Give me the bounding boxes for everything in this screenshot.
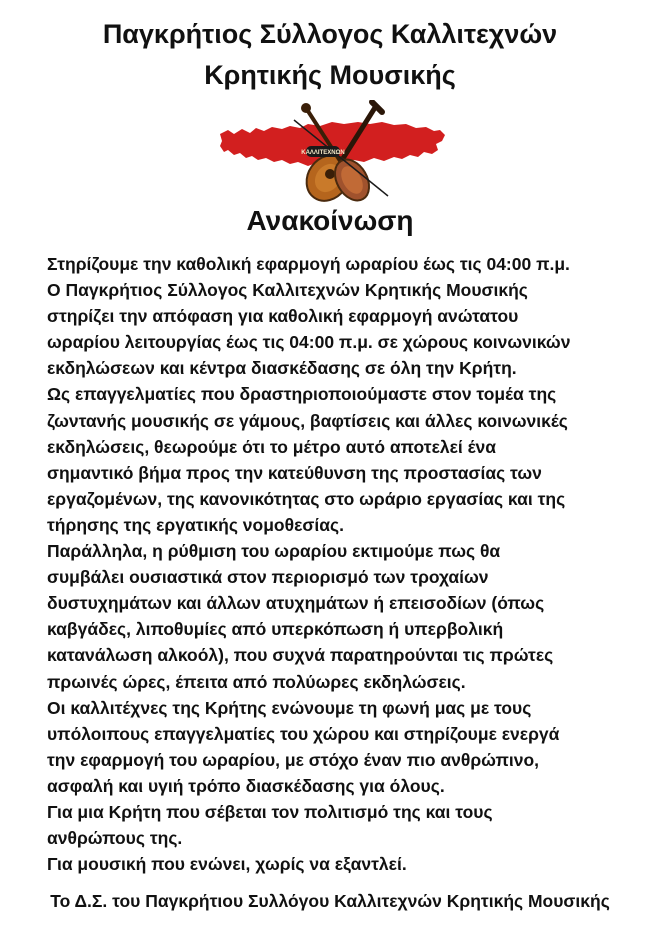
- body-line: Για μια Κρήτη που σέβεται τον πολιτισμό της και τους: [47, 801, 493, 822]
- body-line: Παράλληλα, η ρύθμιση του ωραρίου εκτιμούμε πως θα: [47, 541, 501, 562]
- page-title-line-1: Παγκρήτιος Σύλλογος Καλλιτεχνών: [102, 19, 558, 49]
- body-line: Στηρίζουμε την καθολική εφαρμογή ωραρίου έως τις 04:00 π.μ.: [47, 254, 570, 274]
- body-line: κατανάλωση αλκοόλ), που συχνά παρατηρούνται τις πρώτες: [47, 645, 554, 666]
- body-line: Για μουσική που ενώνει, χωρίς να εξαντλεί.: [47, 854, 407, 875]
- logo-badge: [301, 146, 344, 157]
- body-line: τήρησης της εργατικής νομοθεσίας.: [47, 514, 344, 535]
- body-line: συμβάλει ουσιαστικά στον περιορισμό των τροχαίων: [47, 567, 489, 588]
- body-line: καβγάδες, λιποθυμίες από υπερκόπωση ή υπερβολική: [47, 619, 504, 640]
- signature: Το Δ.Σ. του Παγκρήτιου Συλλόγου Καλλιτεχνών Κρητικής Μουσικής: [50, 891, 610, 911]
- body-line: ασφαλή και υγιή τρόπο διασκέδασης για όλους.: [47, 775, 445, 796]
- body-line: στηρίζει την απόφαση για καθολική εφαρμογή ανώτατου: [47, 306, 519, 327]
- body-line: σημαντικό βήμα προς την κατεύθυνση της προστασίας των: [47, 462, 542, 483]
- body-line: εργαζομένων, της κανονικότητας στο ωράριο εργασίας και της: [47, 488, 566, 509]
- body-line: εκδηλώσεων και κέντρα διασκέδασης σε όλη την Κρήτη.: [47, 358, 517, 379]
- body-line: Ως επαγγελματίες που δραστηριοποιούμαστε στον τομέα της: [47, 384, 557, 405]
- announcement-body: [47, 251, 647, 877]
- crete-map-with-lyra-and-laouto-icon: [212, 100, 452, 205]
- body-line: εκδηλώσεις, θεωρούμε ότι το μέτρο αυτό αποτελεί ένα: [47, 436, 497, 457]
- body-line: πρωινές ώρες, έπειτα από πολύωρες εκδηλώσεις.: [47, 671, 466, 692]
- body-line: Ο Παγκρήτιος Σύλλογος Καλλιτεχνών Κρητικής Μουσικής: [47, 280, 528, 301]
- logo-badge-text: ΚΑΛΛΙΤΕΧΝΩΝ: [301, 150, 345, 156]
- announcement-heading: Ανακοίνωση: [246, 205, 414, 236]
- page-title-line-2: Κρητικής Μουσικής: [204, 60, 456, 90]
- body-line: δυστυχημάτων και άλλων ατυχημάτων ή επεισοδίων (όπως: [47, 593, 545, 614]
- body-line: ζωντανής μουσικής σε γάμους, βαφτίσεις και άλλες κοινωνικές: [47, 410, 568, 431]
- body-line: ωραρίου λειτουργίας έως τις 04:00 π.μ. σε χώρους κοινωνικών: [47, 332, 571, 353]
- body-line: υπόλοιπους επαγγελματίες του χώρου και στηρίζουμε ενεργά: [47, 723, 560, 744]
- body-line: Οι καλλιτέχνες της Κρήτης ενώνουμε τη φωνή μας με τους: [47, 697, 532, 718]
- body-line: την εφαρμογή του ωραρίου, με στόχο έναν πιο ανθρώπινο,: [47, 749, 540, 770]
- body-line: ανθρώπους της.: [47, 828, 183, 849]
